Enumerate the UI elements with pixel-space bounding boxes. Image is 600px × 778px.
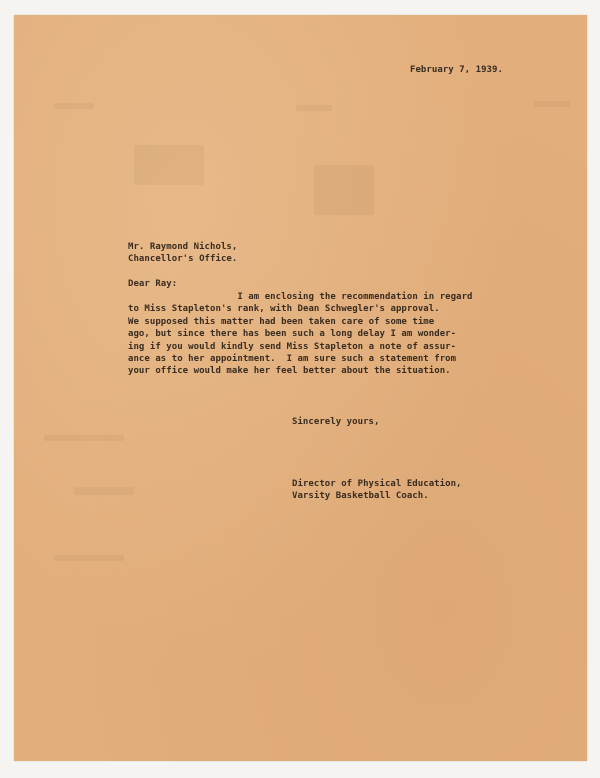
salutation: Dear Ray: bbox=[128, 279, 178, 289]
signature-title: Director of Physical Education, bbox=[292, 479, 462, 489]
body-line: your office would make her feel better about the situation. bbox=[128, 366, 451, 377]
recipient-block bbox=[128, 241, 237, 266]
body-line: ing if you would kindly send Miss Stapleton a note of assur- bbox=[128, 341, 457, 352]
bleed-through-mark bbox=[74, 487, 134, 495]
body-line: ago, but since there has been such a long delay I am wonder- bbox=[128, 329, 457, 340]
body-line: We supposed this matter had been taken care of some time bbox=[128, 316, 435, 327]
letter-page bbox=[14, 15, 587, 761]
bleed-through-mark bbox=[296, 105, 332, 111]
bleed-through-mark bbox=[54, 555, 124, 561]
recipient-office: Chancellor's Office. bbox=[128, 254, 238, 265]
signature-block bbox=[292, 478, 462, 503]
recipient-name: Mr. Raymond Nichols, bbox=[128, 242, 238, 252]
bleed-through-mark bbox=[134, 145, 204, 185]
letter-date: February 7, 1939. bbox=[410, 65, 503, 75]
bleed-through-mark bbox=[44, 435, 124, 441]
letter-body bbox=[128, 291, 473, 378]
bleed-through-mark bbox=[534, 101, 570, 107]
body-line: ance as to her appointment. I am sure such a statement from bbox=[128, 354, 457, 365]
body-line: I am enclosing the recommendation in regard bbox=[128, 292, 473, 302]
body-line: to Miss Stapleton's rank, with Dean Schwegler's approval. bbox=[128, 304, 440, 315]
bleed-through-mark bbox=[314, 165, 374, 215]
complimentary-close: Sincerely yours, bbox=[292, 417, 380, 427]
signature-title: Varsity Basketball Coach. bbox=[292, 491, 429, 502]
bleed-through-mark bbox=[54, 103, 94, 109]
